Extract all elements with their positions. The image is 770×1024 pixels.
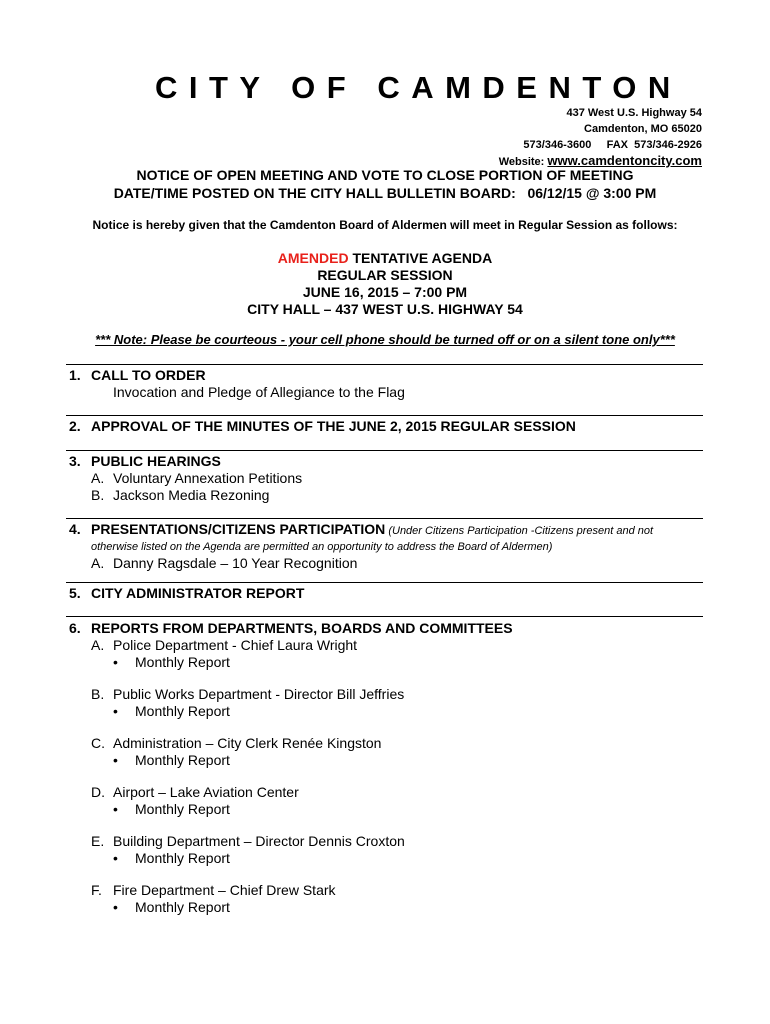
notice-line-1: NOTICE OF OPEN MEETING AND VOTE TO CLOSE PORTION OF MEETING [136,167,634,183]
agenda-section-1 [69,367,709,401]
bullet-item [69,899,709,916]
item-text: Airport – Lake Aviation Center [113,784,299,800]
item-letter: A. [91,637,105,653]
bullet-icon: • [113,850,118,866]
address-street: 437 West U.S. Highway 54 [566,107,702,119]
tentative-label: TENTATIVE AGENDA [348,250,493,266]
item-text: Voluntary Annexation Petitions [113,470,303,486]
divider [66,616,703,617]
agenda-section-5 [69,585,709,602]
bullet-text: Monthly Report [135,654,230,670]
section-aside: (Under Citizens Participation -Citizens present and not [385,525,654,537]
item-text: Public Works Department - Director Bill Jeffries [113,686,405,702]
notice-statement: Notice is hereby given that the Camdenton Board of Aldermen will meet in Regular Session as follows: [92,218,678,232]
amended-label: AMENDED [277,250,349,266]
bullet-item [69,703,709,720]
item-letter: E. [91,833,105,849]
divider [66,364,703,365]
bullet-text: Monthly Report [135,752,230,768]
divider [66,518,703,519]
bullet-icon: • [113,654,118,670]
city-address-block [499,105,702,170]
bullet-icon: • [113,801,118,817]
item-letter: B. [91,686,105,702]
city-title: CITY OF CAMDENTON [155,70,682,105]
section-number: 1. [69,367,81,383]
bullet-item [69,850,709,867]
bullet-text: Monthly Report [135,801,230,817]
bullet-text: Monthly Report [135,850,230,866]
item-letter: A. [91,470,105,486]
section-title: APPROVAL OF THE MINUTES OF THE JUNE 2, 2015 REGULAR SESSION [91,418,576,434]
website-link[interactable]: www.camdentoncity.com [547,153,702,168]
section-number: 3. [69,453,81,469]
divider [66,450,703,451]
address-city: Camdenton, MO 65020 [584,123,702,135]
agenda-title [0,250,770,267]
meeting-datetime: JUNE 16, 2015 – 7:00 PM [302,284,468,300]
section-title: CITY ADMINISTRATOR REPORT [91,585,305,601]
agenda-section-2 [69,418,709,435]
bullet-icon: • [113,899,118,915]
agenda-section-6 [69,620,709,916]
item-text: Administration – City Clerk Renée Kingston [113,735,382,751]
bullet-item [69,801,709,818]
list-item [69,686,709,703]
item-letter: B. [91,487,105,503]
item-text: Building Department – Director Dennis Croxton [113,833,405,849]
section-title: PRESENTATIONS/CITIZENS PARTICIPATION [91,521,386,537]
item-letter: C. [91,735,105,751]
bullet-icon: • [113,703,118,719]
list-item [69,637,709,654]
bullet-text: Monthly Report [135,899,230,915]
list-item [69,735,709,752]
item-text: Danny Ragsdale – 10 Year Recognition [113,555,358,571]
notice-line-2: DATE/TIME POSTED ON THE CITY HALL BULLETIN BOARD: 06/12/15 @ 3:00 PM [113,185,657,201]
section-number: 6. [69,620,81,636]
notice-heading [0,166,770,202]
list-item [69,882,709,899]
item-text: Police Department - Chief Laura Wright [113,637,358,653]
agenda-section-3 [69,453,709,504]
list-item [69,470,709,487]
website-label: Website: [498,156,548,168]
list-item [69,487,709,504]
agenda-heading [0,250,770,318]
courtesy-note: *** Note: Please be courteous - your cell phone should be turned off or on a silent tone only*** [95,332,675,347]
section-number: 2. [69,418,81,434]
section-number: 4. [69,521,81,537]
section-aside-continued: otherwise listed on the Agenda are permitted an opportunity to address the Board of Aldermen) [91,541,553,553]
list-item [69,833,709,850]
item-letter: D. [91,784,105,800]
session-label: REGULAR SESSION [317,267,453,283]
list-item [69,555,709,572]
section-title: PUBLIC HEARINGS [91,453,221,469]
agenda-section-4 [69,521,709,572]
divider [66,415,703,416]
meeting-location: CITY HALL – 437 WEST U.S. HIGHWAY 54 [247,301,523,317]
bullet-item [69,654,709,671]
section-title: CALL TO ORDER [91,367,206,383]
bullet-icon: • [113,752,118,768]
section-number: 5. [69,585,81,601]
item-text: Fire Department – Chief Drew Stark [113,882,336,898]
bullet-item [69,752,709,769]
item-letter: F. [91,882,102,898]
bullet-text: Monthly Report [135,703,230,719]
phone-fax: 573/346-3600 FAX 573/346-2926 [523,139,702,151]
item-text: Jackson Media Rezoning [113,487,270,503]
section-detail: Invocation and Pledge of Allegiance to the Flag [113,384,405,400]
divider [66,582,703,583]
section-title: REPORTS FROM DEPARTMENTS, BOARDS AND COMMITTEES [91,620,513,636]
list-item [69,784,709,801]
item-letter: A. [91,555,105,571]
